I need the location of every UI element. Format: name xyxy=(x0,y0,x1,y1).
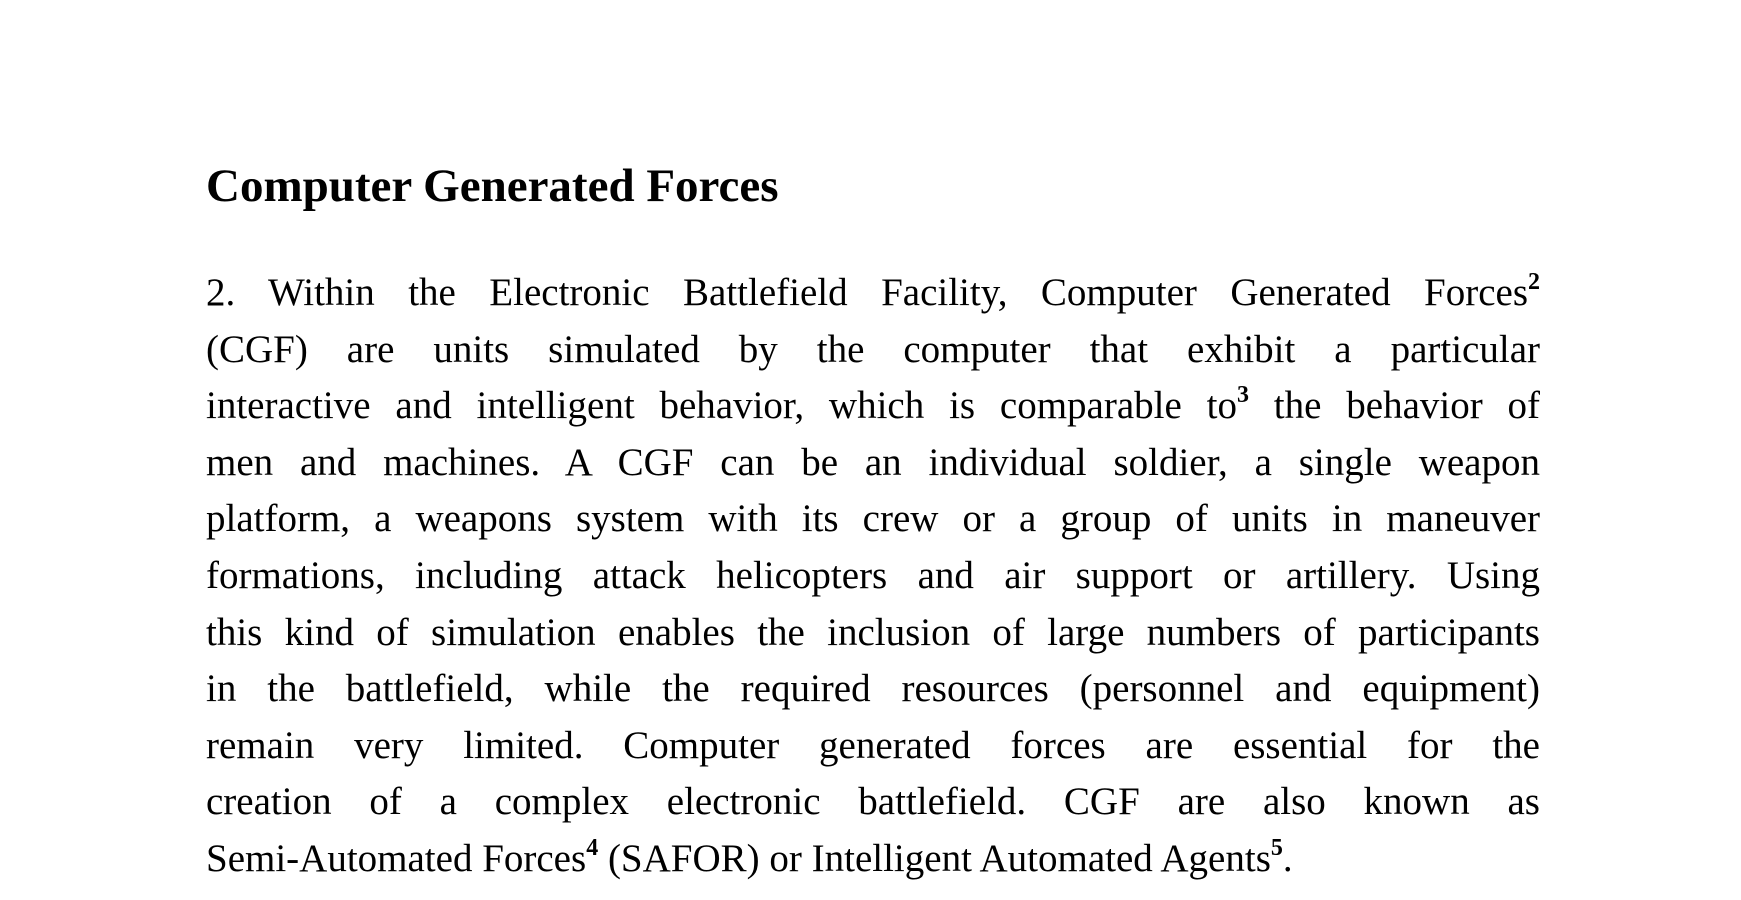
paragraph-line xyxy=(206,265,1540,322)
paragraph-line xyxy=(206,774,1540,831)
paragraph-line xyxy=(206,548,1540,605)
line-text: 2. Within the Electronic Battlefield Facility, Computer Generated Forces xyxy=(206,271,1528,314)
body-paragraph xyxy=(206,265,1540,888)
paragraph-line xyxy=(206,378,1540,435)
line-text: . xyxy=(1282,836,1293,880)
paragraph-line xyxy=(206,435,1540,492)
line-text: (SAFOR) or Intelligent Automated Agents xyxy=(598,836,1271,880)
paragraph-line xyxy=(206,605,1540,662)
line-text: this kind of simulation enables the inclusion of large numbers of participants xyxy=(206,610,1540,654)
paragraph-line xyxy=(206,322,1540,379)
line-text: remain very limited. Computer generated forces are essential for the xyxy=(206,723,1540,767)
paragraph-line xyxy=(206,718,1540,775)
line-text: in the battlefield, while the required resources (personnel and equipment) xyxy=(206,667,1540,711)
line-text: Semi-Automated Forces xyxy=(206,836,587,880)
footnote-marker: 2 xyxy=(1528,269,1540,295)
footnote-marker: 3 xyxy=(1236,382,1249,409)
paragraph-line-last xyxy=(206,831,1540,888)
line-text: formations, including attack helicopters and air support or artillery. Using xyxy=(206,553,1540,597)
line-text: the behavior of xyxy=(1248,384,1541,428)
line-text: men and machines. A CGF can be an individual soldier, a single weapon xyxy=(206,440,1540,484)
footnote-marker: 4 xyxy=(586,834,599,861)
paragraph-line xyxy=(206,661,1540,718)
section-heading: Computer Generated Forces xyxy=(206,160,779,212)
line-text: creation of a complex electronic battlefield. CGF are also known as xyxy=(206,780,1540,824)
paragraph-line xyxy=(206,491,1540,548)
footnote-marker: 5 xyxy=(1270,834,1283,861)
line-text: (CGF) are units simulated by the computer that exhibit a particular xyxy=(206,327,1540,371)
line-text: platform, a weapons system with its crew or a group of units in maneuver xyxy=(206,497,1540,541)
line-text: interactive and intelligent behavior, which is comparable to xyxy=(206,384,1237,428)
